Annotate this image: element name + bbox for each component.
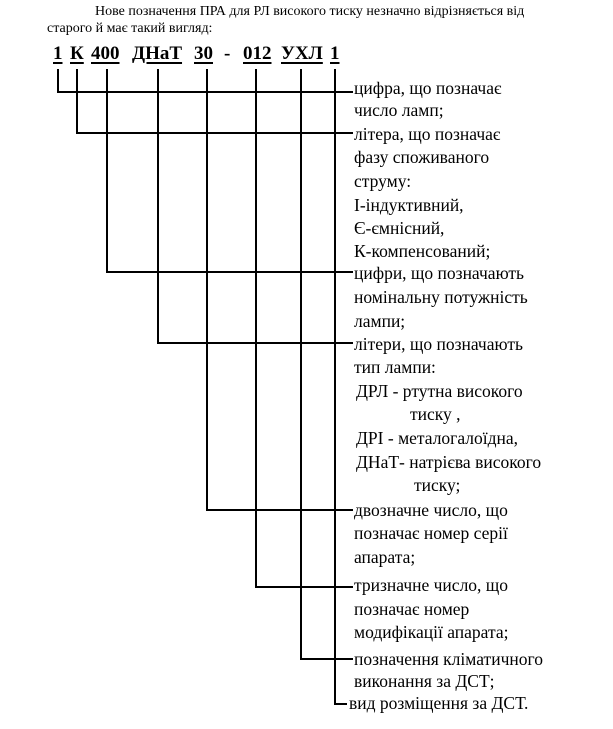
code-placement: 1 [330,43,340,64]
desc-5-line-2: позначає номер серії [354,523,508,543]
desc-2-line-6: К-компенсований; [354,241,491,261]
connector-5 [207,70,352,510]
code-lamp-type: ДНаТ [132,43,183,64]
desc-2-line-3: струму: [354,171,412,191]
code-climate: УХЛ [281,43,323,64]
connector-8 [335,70,346,704]
desc-6-line-1: тризначне число, що [354,575,509,595]
desc-2-line-4: І-індуктивний, [354,195,464,215]
desc-5-line-1: двозначне число, що [354,500,508,520]
desc-1-line-2: число ламп; [354,100,444,120]
connector-1 [58,70,352,92]
code-dash: - [224,43,231,64]
desc-7-line-1: позначення кліматичного [354,649,543,669]
desc-3-line-3: лампи; [354,311,406,331]
connector-7 [301,70,352,659]
code-series: 30 [194,43,213,64]
intro-line-1: Нове позначення ПРА для РЛ високого тиску незначно відрізняється від [95,4,525,19]
desc-2-line-2: фазу споживаного [354,147,490,167]
desc-4-line-3: ДРЛ - ртутна високого [356,381,523,401]
desc-4-line-6: ДНаТ- натрієва високого [356,452,542,472]
code-phase-letter: К [70,43,84,64]
desc-6-line-2: позначає номер [354,599,470,619]
code-modification: 012 [243,43,272,64]
desc-6-line-3: модифікації апарата; [354,622,509,642]
desc-7-line-2: виконання за ДСТ; [354,671,495,691]
code-lamp-count: 1 [53,43,63,64]
desc-3-line-2: номінальну потужність [354,287,528,307]
desc-4-line-5: ДРІ - металогалоїдна, [356,428,519,448]
code-power: 400 [91,43,120,64]
desc-4-line-7: тиску; [414,475,461,495]
connector-3 [107,70,352,272]
desc-3-line-1: цифри, що позначають [354,263,525,283]
desc-1-line-1: цифра, що позначає [354,78,502,98]
intro-line-2: старого й має такий вигляд: [47,21,213,36]
desc-4-line-2: тип лампи: [354,357,436,377]
desc-2-line-1: літера, що позначає [354,124,501,144]
desc-5-line-3: апарата; [354,547,416,567]
desc-4-line-4: тиску , [410,404,461,424]
desc-2-line-5: Є-ємнісний, [354,218,445,238]
desc-4-line-1: літери, що позначають [354,334,523,354]
connector-2 [77,70,352,133]
desc-8-line-1: вид розміщення за ДСТ. [349,693,529,713]
